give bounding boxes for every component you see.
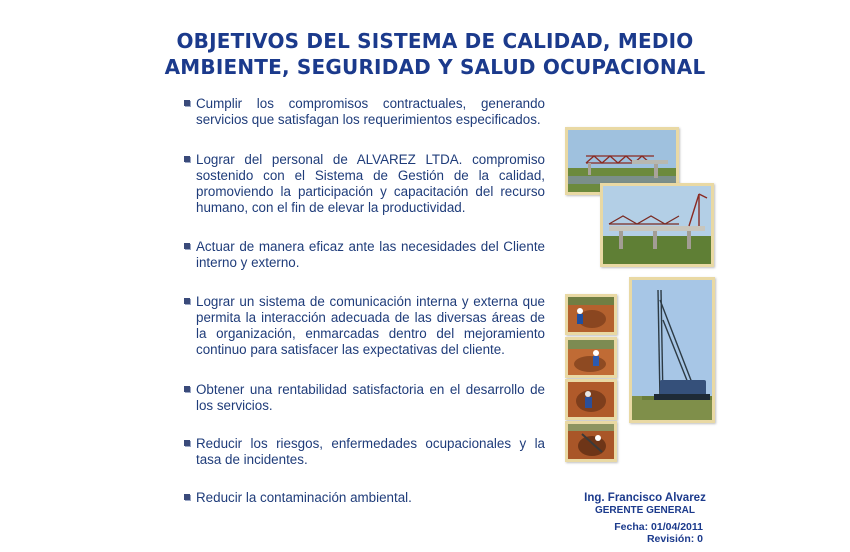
objective-text: Reducir los riesgos, enfermedades ocupacionales y la tasa de incidentes. <box>196 436 545 467</box>
document-revision: Revisión: 0 <box>646 533 703 545</box>
list-item <box>183 152 545 216</box>
objective-text: Lograr del personal de ALVAREZ LTDA. compromiso sostenido con el Sistema de Gestión de la calidad, promoviendo la participación y capacitación del recurso humano, con el fin de elevar la productividad. <box>196 152 545 215</box>
list-item <box>183 382 545 414</box>
list-item <box>183 490 545 506</box>
excavation-photo-3 <box>565 379 617 420</box>
objectives-list <box>183 96 545 506</box>
document-date: Fecha: 01/04/2011 <box>614 521 703 533</box>
excavation-photo-4 <box>565 421 617 462</box>
title-line-2: AMBIENTE, SEGURIDAD Y SALUD OCUPACIONAL <box>164 55 706 79</box>
excavation-photo-2 <box>565 337 617 378</box>
page-title <box>150 28 720 80</box>
square-bullet-icon <box>184 298 190 304</box>
objective-text: Lograr un sistema de comunicación interna y externa que permita la interacción adecuada de las diversas áreas de la organización, enmarcadas dentro del mejoramiento continuo para satisfacer las expectativas del cliente. <box>196 294 545 357</box>
list-item <box>183 96 545 128</box>
list-item <box>183 294 545 358</box>
objective-text: Cumplir los compromisos contractuales, generando servicios que satisfagan los requerimientos especificados. <box>196 96 545 127</box>
bridge-crane-photo <box>600 183 714 267</box>
square-bullet-icon <box>184 243 190 249</box>
objective-text: Actuar de manera eficaz ante las necesidades del Cliente interno y externo. <box>196 239 545 270</box>
square-bullet-icon <box>184 440 190 446</box>
signature-role: GERENTE GENERAL <box>594 505 695 516</box>
objective-text: Reducir la contaminación ambiental. <box>196 490 412 505</box>
list-item <box>183 239 545 271</box>
square-bullet-icon <box>184 386 190 392</box>
square-bullet-icon <box>184 494 190 500</box>
drilling-rig-photo <box>629 277 715 423</box>
title-line-1: OBJETIVOS DEL SISTEMA DE CALIDAD, MEDIO <box>176 29 694 53</box>
excavation-photo-1 <box>565 294 617 335</box>
objective-text: Obtener una rentabilidad satisfactoria en el desarrollo de los servicios. <box>196 382 545 413</box>
square-bullet-icon <box>184 100 190 106</box>
signature-name: Ing. Francisco Alvarez <box>584 492 706 504</box>
list-item <box>183 436 545 468</box>
square-bullet-icon <box>184 156 190 162</box>
